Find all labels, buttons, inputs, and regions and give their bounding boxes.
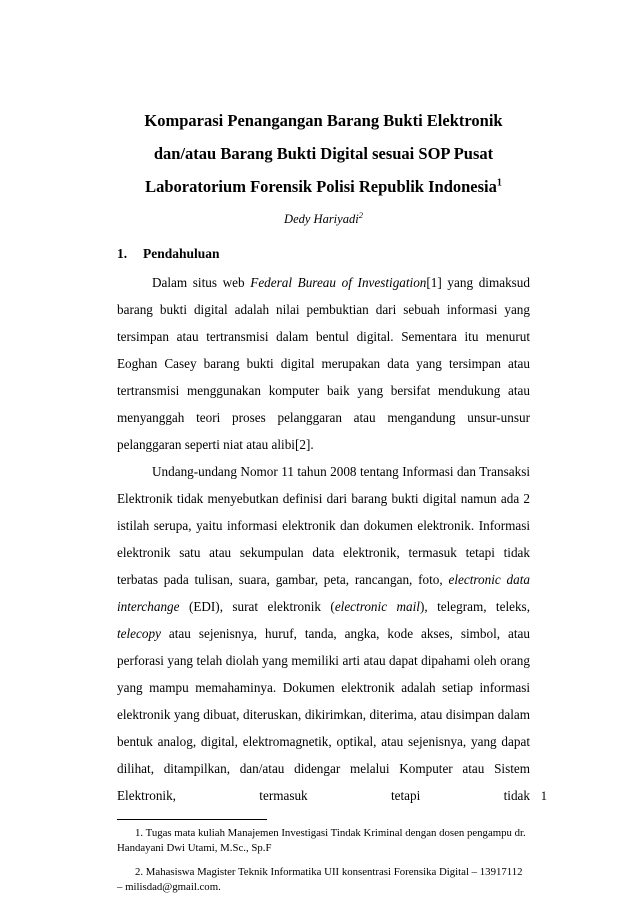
footnote-separator [117,819,267,820]
title-line-3 [117,170,530,203]
footnote-2: 2. Mahasiswa Magister Teknik Informatika UII konsentrasi Forensika Digital – 13917112 – milisdad@gmail.com. [117,866,523,893]
paper-title [117,104,530,203]
section-number: 1. [117,246,128,261]
author-name: Dedy Hariyadi [284,212,359,226]
title-footnote-ref: 1 [496,177,502,189]
paragraph-1: Dalam situs web Federal Bureau of Investigation[1] yang dimaksud barang bukti digital adalah nilai pembuktian dari sebuah informasi yang tersimpan atau tertransmisi dalam bentul digital. Sementara itu menurut Eoghan Casey barang bukti digital merupakan data yang tersimpan atau tertransmisi menggunakan komputer baik yang bersifat mendukung atau menyanggah teori proses pelanggaran atau mengandung unsur-unsur pelanggaran seperti niat atau alibi[2]. [117,275,530,452]
title-line-2 [117,137,530,170]
section-title: Pendahuluan [143,246,220,261]
title-line-1 [117,104,530,137]
paragraph-2: Undang-undang Nomor 11 tahun 2008 tentang Informasi dan Transaksi Elektronik tidak menyebutkan definisi dari barang bukti digital namun ada 2 istilah serupa, yaitu informasi elektronik dan dokumen elektronik. Informasi elektronik satu atau sekumpulan data elektronik, termasuk tetapi tidak terbatas pada tulisan, suara, gambar, peta, rancangan, foto, electronic data interchange (EDI), surat elektronik (electronic mail), telegram, teleks, telecopy atau sejenisnya, huruf, tanda, angka, kode akses, simbol, atau perforasi yang telah diolah yang memiliki arti atau dapat dipahami oleh orang yang mampu memahaminya. Dokumen elektronik adalah setiap informasi elektronik yang dibuat, diteruskan, dikirimkan, diterima, atau disimpan dalam bentuk analog, digital, elektromagnetik, optikal, atau sejenisnya, yang dapat dilihat, ditampilkan, dan/atau didengar melalui Komputer atau Sistem Elektronik, termasuk tetapi tidak [117,464,530,803]
author-line [117,209,530,229]
footnote-1: 1. Tugas mata kuliah Manajemen Investigasi Tindak Kriminal dengan dosen pengampu dr. Handayani Dwi Utami, M.Sc., Sp.F [117,827,526,854]
title-text-2: dan/atau Barang Bukti Digital sesuai SOP Pusat [153,144,494,163]
title-text-3: Laboratorium Forensik Polisi Republik Indonesia [145,177,497,196]
section-heading [117,245,530,263]
page-number: 1 [540,789,547,803]
author-footnote-ref: 2 [358,209,363,220]
title-text-1: Komparasi Penangangan Barang Bukti Elektronik [144,111,503,130]
